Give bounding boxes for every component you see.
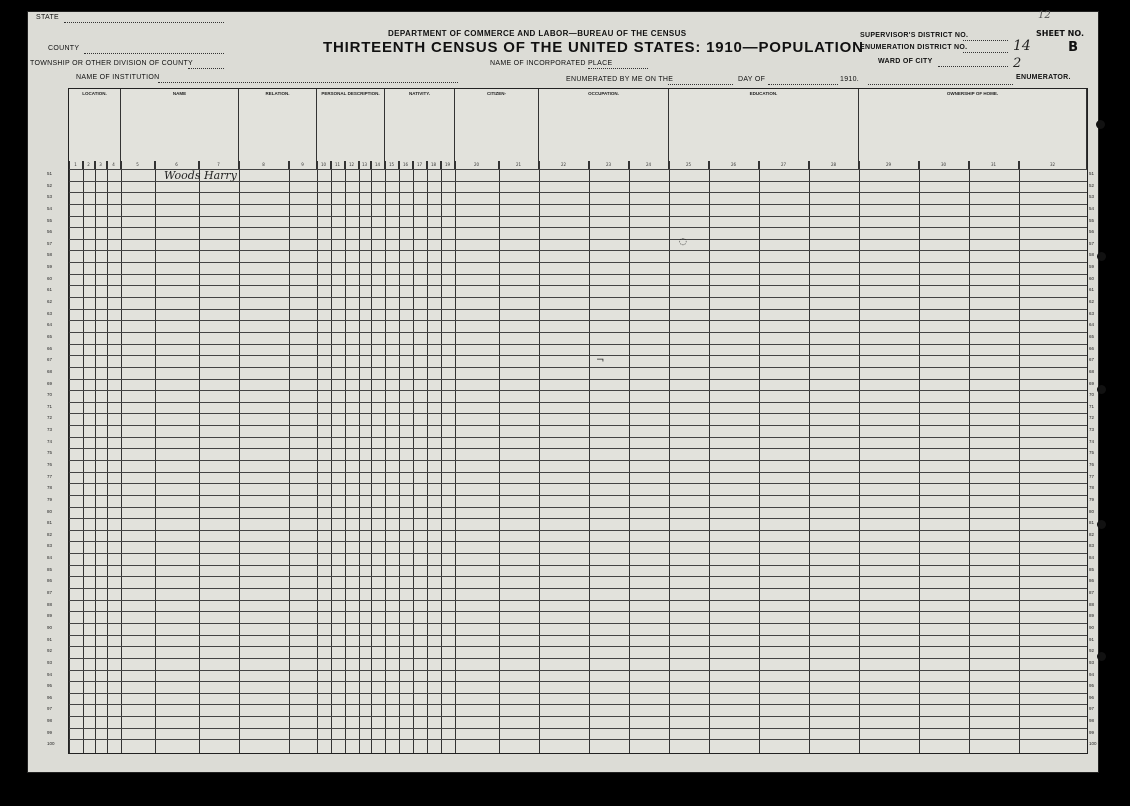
row-number-right: 59 — [1089, 264, 1095, 270]
column-number: 13 — [359, 161, 371, 169]
row-number-left: 95 — [47, 683, 53, 689]
row-number-right: 70 — [1089, 392, 1095, 398]
enumerated-line — [668, 84, 733, 85]
day-label: DAY OF — [738, 76, 766, 83]
year-label: 1910. — [840, 76, 860, 83]
row-number-right: 71 — [1089, 403, 1095, 409]
enumeration-line — [963, 52, 1008, 53]
row-number-left: 65 — [47, 333, 53, 339]
table-row — [69, 518, 1087, 519]
row-number-left: 81 — [47, 520, 53, 526]
row-number-left: 63 — [47, 310, 53, 316]
column-number: 3 — [95, 161, 107, 169]
row-number-right: 57 — [1089, 240, 1095, 246]
row-number-left: 79 — [47, 496, 53, 502]
column-number: 6 — [155, 161, 199, 169]
row-number-right: 76 — [1089, 462, 1095, 467]
table-row — [69, 262, 1087, 263]
row-number-left: 59 — [47, 264, 53, 270]
punch-hole — [1097, 520, 1106, 529]
table-row — [69, 553, 1087, 554]
row-number-left: 99 — [47, 729, 53, 735]
table-row — [69, 320, 1087, 321]
column-number: 5 — [121, 161, 155, 169]
row-number-right: 89 — [1089, 613, 1095, 619]
row-number-left: 92 — [47, 648, 53, 654]
table-row — [69, 367, 1087, 368]
table-row — [69, 670, 1087, 671]
column-group-title: RELATION. — [265, 91, 290, 96]
row-number-left: 55 — [47, 217, 53, 223]
column-number: 28 — [809, 161, 859, 169]
ward-handwritten: 2 — [1013, 56, 1022, 71]
row-number-right: 77 — [1089, 473, 1095, 479]
column-group-header — [539, 89, 669, 161]
row-number-right: 81 — [1089, 520, 1095, 526]
column-number: 18 — [427, 161, 441, 169]
column-group-header — [121, 89, 239, 161]
row-number-left: 51 — [47, 171, 53, 176]
row-number-right: 90 — [1089, 624, 1095, 630]
row-51-name: Woods Harry — [164, 169, 237, 182]
row-number-left: 78 — [47, 485, 53, 491]
table-row — [69, 250, 1087, 251]
row-number-left: 57 — [47, 240, 53, 246]
ward-label: WARD OF CITY — [878, 58, 933, 65]
row-number-left: 60 — [47, 275, 53, 281]
table-row — [69, 704, 1087, 705]
table-row — [69, 728, 1087, 729]
table-row — [69, 611, 1087, 612]
table-row — [69, 507, 1087, 508]
row-number-right: 99 — [1089, 729, 1095, 735]
row-number-left: 94 — [47, 671, 53, 677]
row-number-left: 56 — [47, 229, 53, 235]
row-number-left: 87 — [47, 590, 53, 596]
row-number-left: 98 — [47, 718, 53, 724]
row-number-left: 84 — [47, 555, 53, 561]
column-number: 22 — [539, 161, 589, 169]
column-group-title: NATIVITY. — [409, 91, 430, 96]
table-row — [69, 227, 1087, 228]
column-number: 14 — [371, 161, 385, 169]
row-number-right: 91 — [1089, 636, 1095, 642]
sheet-letter: B — [1068, 40, 1078, 55]
column-number: 11 — [331, 161, 345, 169]
column-number: 29 — [859, 161, 919, 169]
row-number-right: 83 — [1089, 543, 1095, 549]
table-row — [69, 600, 1087, 601]
punch-hole — [1096, 120, 1105, 129]
row-number-left: 52 — [47, 182, 53, 188]
table-row — [69, 472, 1087, 473]
row-number-right: 52 — [1089, 182, 1095, 188]
row-number-left: 61 — [47, 287, 53, 293]
row-number-right: 69 — [1089, 380, 1095, 386]
table-row — [69, 681, 1087, 682]
page-title: THIRTEENTH CENSUS OF THE UNITED STATES: 1910—POPULATION — [323, 39, 864, 56]
row-number-left: 71 — [47, 403, 53, 409]
column-group-title: OCCUPATION. — [588, 91, 619, 96]
column-number: 25 — [669, 161, 709, 169]
table-row — [69, 716, 1087, 717]
column-number: 16 — [399, 161, 413, 169]
row-number-right: 93 — [1089, 659, 1095, 665]
row-number-right: 55 — [1089, 217, 1095, 223]
column-group-header — [69, 89, 121, 161]
table-row — [69, 344, 1087, 345]
row-number-right: 75 — [1089, 450, 1095, 456]
table-row — [69, 390, 1087, 391]
row-number-right: 98 — [1089, 718, 1095, 724]
table-row — [69, 274, 1087, 275]
table-row — [69, 437, 1087, 438]
column-number: 1 — [69, 161, 83, 169]
row-number-left: 58 — [47, 252, 53, 258]
sheet-header — [28, 12, 1098, 100]
table-row — [69, 332, 1087, 333]
row-number-right: 100 — [1089, 741, 1097, 747]
row-number-left: 89 — [47, 613, 53, 619]
table-row — [69, 635, 1087, 636]
row-number-right: 53 — [1089, 194, 1095, 200]
column-group-header — [385, 89, 455, 161]
table-row — [69, 192, 1087, 193]
column-number: 7 — [199, 161, 239, 169]
punch-hole — [1097, 252, 1106, 261]
row-number-left: 85 — [47, 566, 53, 572]
supervisor-label: SUPERVISOR'S DISTRICT NO. — [860, 32, 969, 39]
column-number: 8 — [239, 161, 289, 169]
column-group-title: OWNERSHIP OF HOME. — [946, 91, 999, 96]
row-number-right: 67 — [1089, 357, 1095, 363]
column-group-title: PERSONAL DESCRIPTION. — [321, 91, 380, 96]
ward-line — [938, 66, 1008, 67]
row-number-right: 72 — [1089, 415, 1095, 421]
column-group-header — [317, 89, 385, 161]
column-number: 27 — [759, 161, 809, 169]
day-line — [768, 84, 838, 85]
enumerated-label: ENUMERATED BY ME ON THE — [566, 76, 674, 83]
row-number-right: 87 — [1089, 590, 1095, 596]
table-row — [69, 576, 1087, 577]
row-number-right: 66 — [1089, 345, 1095, 351]
row-number-left: 74 — [47, 438, 53, 444]
row-number-right: 92 — [1089, 648, 1095, 654]
row-number-left: 82 — [47, 531, 53, 537]
row-number-left: 54 — [47, 205, 53, 211]
township-label: TOWNSHIP OR OTHER DIVISION OF COUNTY — [30, 60, 193, 67]
column-number: 31 — [969, 161, 1019, 169]
table-row — [69, 623, 1087, 624]
table-row — [69, 541, 1087, 542]
table-row — [69, 565, 1087, 566]
column-number: 15 — [385, 161, 399, 169]
column-group-header — [239, 89, 317, 161]
county-line — [84, 53, 224, 54]
row-number-right: 84 — [1089, 555, 1095, 561]
row-number-right: 80 — [1089, 508, 1095, 514]
incorporated-line — [588, 68, 648, 69]
table-row — [69, 355, 1087, 356]
row-number-left: 86 — [47, 578, 53, 584]
row-number-left: 83 — [47, 543, 53, 549]
ink-mark: ◌ — [679, 237, 687, 247]
table-row — [69, 448, 1087, 449]
row-number-left: 96 — [47, 694, 53, 700]
county-label: COUNTY — [48, 45, 80, 52]
column-number: 19 — [441, 161, 455, 169]
institution-line — [158, 82, 458, 83]
column-group-title: LOCATION. — [82, 91, 107, 96]
row-number-left: 90 — [47, 624, 53, 630]
row-number-right: 94 — [1089, 671, 1095, 677]
row-number-right: 82 — [1089, 531, 1095, 537]
column-group-title: CITIZEN- — [487, 91, 506, 96]
enumeration-label: ENUMERATION DISTRICT NO. — [860, 44, 968, 51]
row-number-left: 73 — [47, 427, 53, 433]
column-number: 12 — [345, 161, 359, 169]
row-number-right: 97 — [1089, 706, 1095, 712]
row-number-left: 100 — [47, 741, 55, 747]
table-row — [69, 588, 1087, 589]
row-number-right: 78 — [1089, 485, 1095, 491]
sheet-number-label: SHEET NO. — [1036, 29, 1084, 38]
row-number-left: 66 — [47, 345, 53, 351]
row-number-right: 88 — [1089, 601, 1095, 607]
column-group-header — [669, 89, 859, 161]
department-line: DEPARTMENT OF COMMERCE AND LABOR—BUREAU OF THE CENSUS — [388, 29, 687, 38]
row-number-left: 88 — [47, 601, 53, 607]
row-number-right: 79 — [1089, 496, 1095, 502]
column-group-title: NAME — [172, 91, 187, 96]
census-sheet — [28, 12, 1098, 772]
table-row — [69, 495, 1087, 496]
row-number-right: 74 — [1089, 438, 1095, 444]
row-number-left: 75 — [47, 450, 53, 456]
column-number: 2 — [83, 161, 95, 169]
row-number-left: 67 — [47, 357, 53, 363]
table-row — [69, 658, 1087, 659]
row-number-left: 72 — [47, 415, 53, 421]
row-number-right: 58 — [1089, 252, 1095, 258]
column-number: 10 — [317, 161, 331, 169]
column-group-title: EDUCATION. — [749, 91, 778, 96]
row-number-left: 77 — [47, 473, 53, 479]
row-number-left: 93 — [47, 659, 53, 665]
enumerator-line — [868, 84, 1013, 85]
state-label: STATE — [36, 14, 60, 21]
column-number: 21 — [499, 161, 539, 169]
row-number-right: 65 — [1089, 333, 1095, 339]
row-number-right: 62 — [1089, 299, 1095, 305]
table-row — [69, 460, 1087, 461]
corner-handwritten: 12 — [1038, 10, 1051, 21]
column-number: 9 — [289, 161, 317, 169]
table-row — [69, 216, 1087, 217]
table-row — [69, 646, 1087, 647]
row-number-right: 68 — [1089, 368, 1095, 374]
column-number: 23 — [589, 161, 629, 169]
row-number-right: 85 — [1089, 566, 1095, 572]
row-number-right: 56 — [1089, 229, 1095, 235]
row-number-left: 69 — [47, 380, 53, 386]
sheet-number-handwritten: 14 — [1013, 38, 1031, 54]
row-number-right: 51 — [1089, 171, 1095, 176]
row-number-left: 91 — [47, 636, 53, 642]
punch-hole — [1097, 385, 1106, 394]
table-row — [69, 425, 1087, 426]
row-number-left: 53 — [47, 194, 53, 200]
row-number-right: 60 — [1089, 275, 1095, 281]
ink-mark: ¬ — [596, 355, 605, 366]
row-number-left: 76 — [47, 462, 53, 467]
row-number-right: 86 — [1089, 578, 1095, 584]
table-row — [69, 379, 1087, 380]
column-number: 30 — [919, 161, 969, 169]
table-row — [69, 309, 1087, 310]
row-number-right: 96 — [1089, 694, 1095, 700]
table-row — [69, 285, 1087, 286]
row-number-right: 61 — [1089, 287, 1095, 293]
column-group-header — [859, 89, 1087, 161]
row-number-left: 62 — [47, 299, 53, 305]
row-number-right: 64 — [1089, 322, 1095, 328]
enumerator-label: ENUMERATOR. — [1016, 74, 1071, 81]
column-number: 32 — [1019, 161, 1087, 169]
row-number-left: 64 — [47, 322, 53, 328]
table-row — [69, 530, 1087, 531]
column-number: 24 — [629, 161, 669, 169]
column-number: 4 — [107, 161, 121, 169]
row-number-left: 80 — [47, 508, 53, 514]
table-row — [69, 297, 1087, 298]
table-row — [69, 483, 1087, 484]
column-number: 20 — [455, 161, 499, 169]
township-line — [188, 68, 224, 69]
column-number: 26 — [709, 161, 759, 169]
punch-hole — [1097, 652, 1106, 661]
table-row — [69, 204, 1087, 205]
row-number-left: 68 — [47, 368, 53, 374]
table-row — [69, 693, 1087, 694]
state-line — [64, 22, 224, 23]
incorporated-label: NAME OF INCORPORATED PLACE — [490, 60, 613, 67]
census-table — [47, 88, 1097, 754]
row-number-right: 73 — [1089, 427, 1095, 433]
row-number-right: 95 — [1089, 683, 1095, 689]
table-row — [69, 739, 1087, 740]
institution-label: NAME OF INSTITUTION — [76, 74, 160, 81]
row-number-left: 97 — [47, 706, 53, 712]
column-number: 17 — [413, 161, 427, 169]
table-row — [69, 239, 1087, 240]
row-number-right: 54 — [1089, 205, 1095, 211]
table-row — [69, 402, 1087, 403]
supervisor-line — [963, 40, 1008, 41]
column-group-header — [455, 89, 539, 161]
table-row — [69, 413, 1087, 414]
row-number-right: 63 — [1089, 310, 1095, 316]
row-number-left: 70 — [47, 392, 53, 398]
